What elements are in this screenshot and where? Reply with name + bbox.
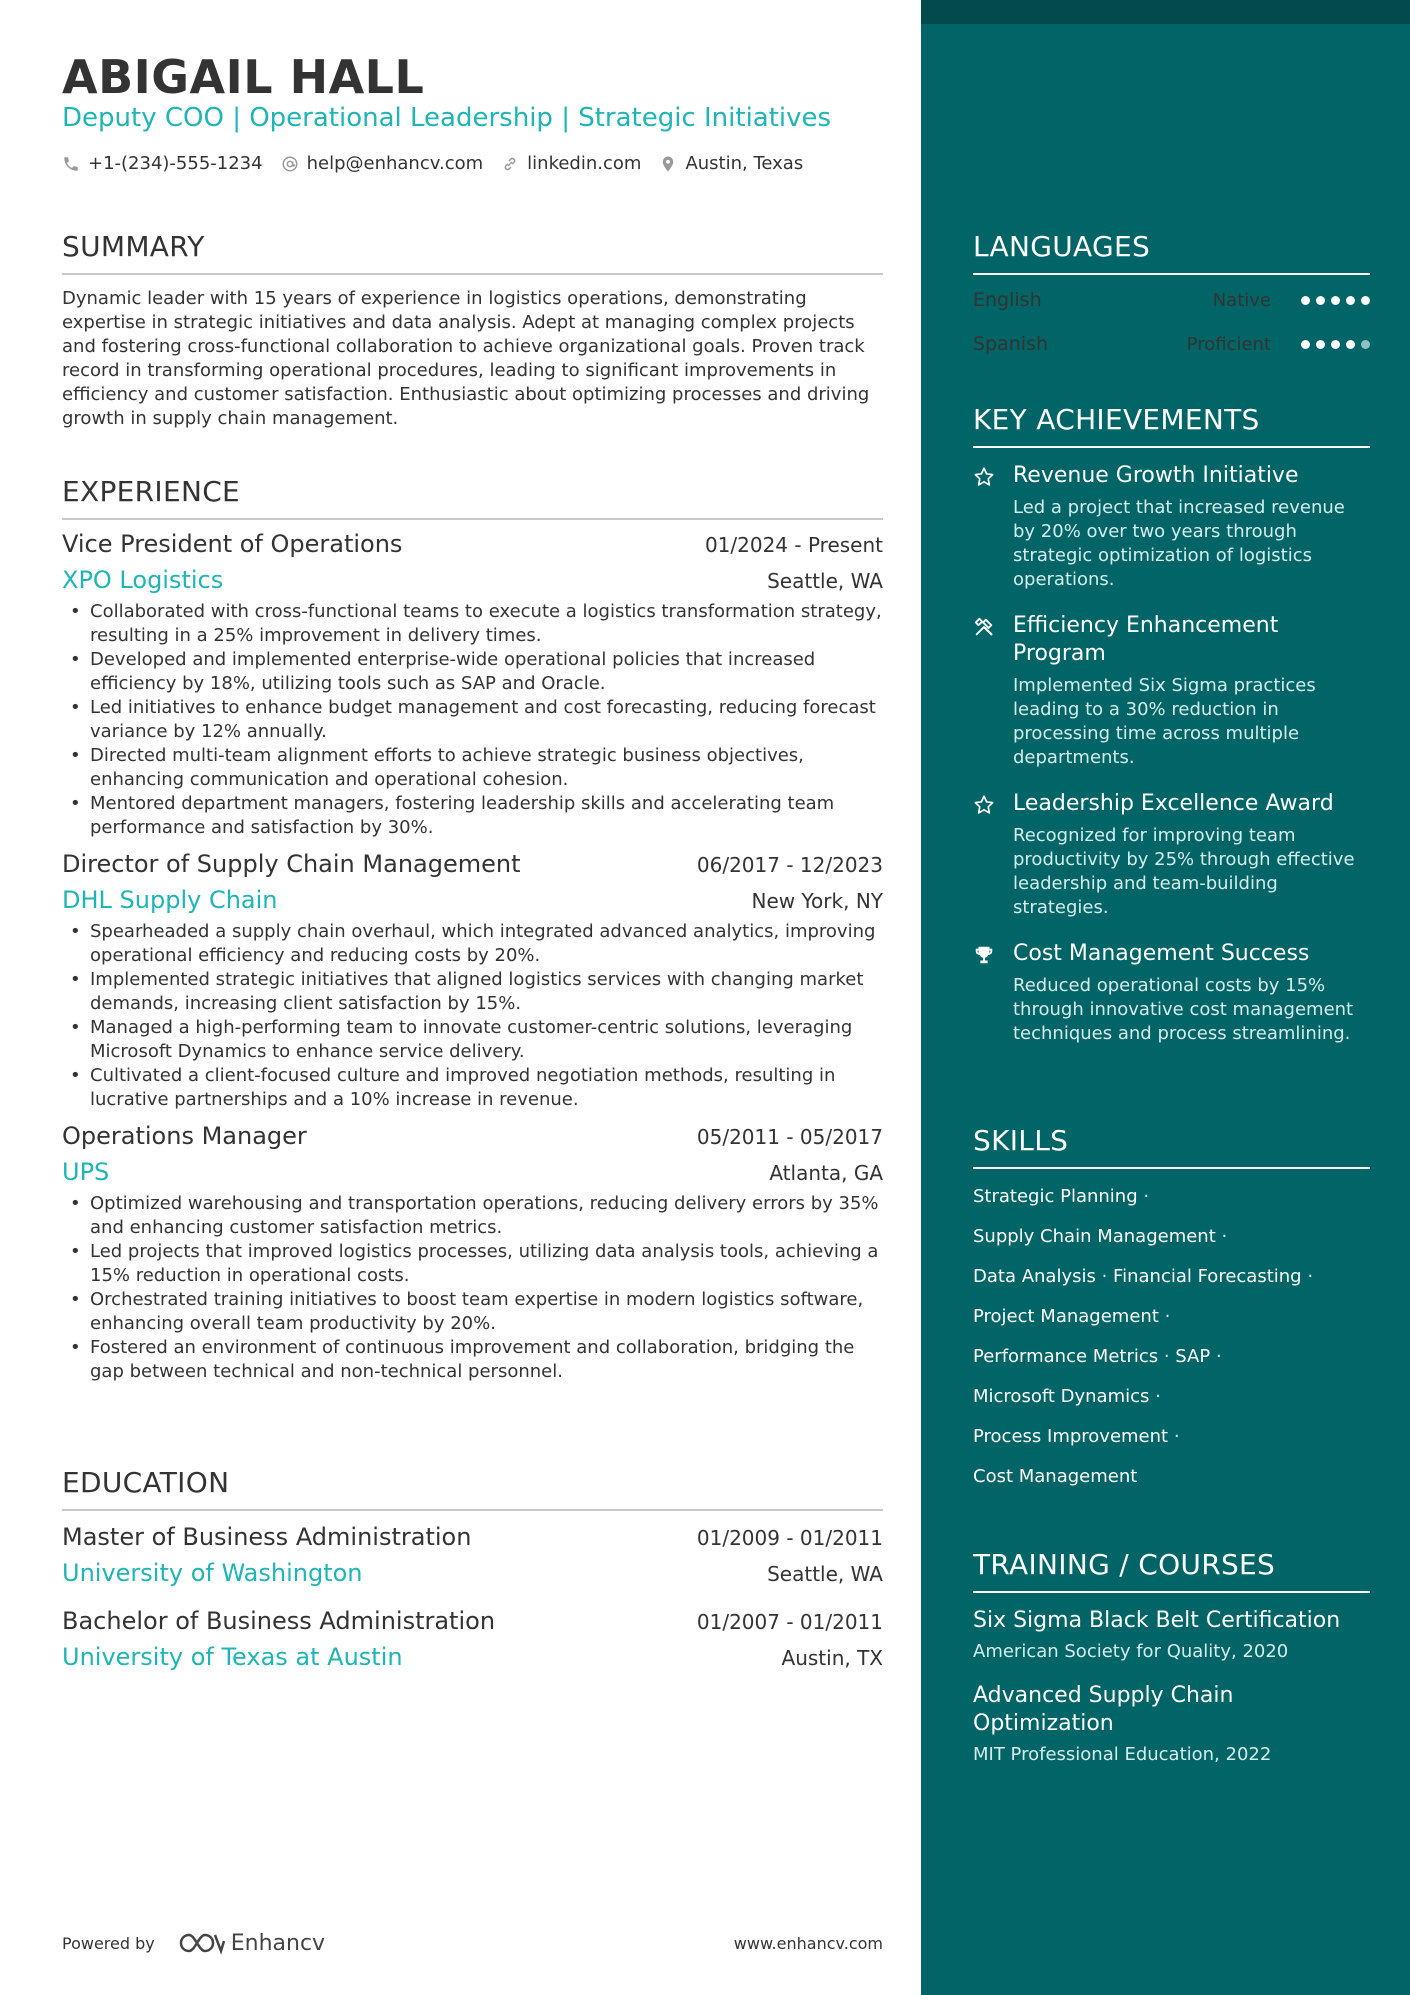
education-dates: 01/2007 - 01/2011 <box>696 1610 883 1634</box>
skill-row <box>973 1265 1370 1289</box>
sidebar-top-bar <box>921 0 1410 24</box>
email-text: help@enhancv.com <box>306 153 484 174</box>
contact-linkedin[interactable] <box>501 153 641 174</box>
skill-item: Strategic Planning <box>973 1186 1138 1207</box>
achievement-title: Revenue Growth Initiative <box>1013 463 1299 488</box>
trophy-icon <box>973 940 1013 1046</box>
job-bullet: • Spearheaded a supply chain overhaul, which integrated advanced analytics, improving operational efficiency and reducing costs by 20%. <box>62 920 883 968</box>
at-icon <box>281 155 299 173</box>
enhancv-logo-icon <box>177 1930 225 1956</box>
skill-item: Process Improvement <box>973 1426 1169 1447</box>
education-section <box>62 1466 883 1671</box>
achievement-desc: Recognized for improving team productivity by 25% through effective leadership and team-building strategies. <box>1013 825 1355 918</box>
language-name: Spanish <box>973 333 1049 355</box>
job-bullet: • Led projects that improved logistics processes, utilizing data analysis tools, achieving a 15% reduction in operational costs. <box>62 1240 883 1288</box>
job-bullet: • Collaborated with cross-functional teams to execute a logistics transformation strategy, resulting in a 25% improvement in delivery times. <box>62 600 883 648</box>
rating-dot <box>1316 340 1325 349</box>
job-title: Director of Supply Chain Management <box>62 850 521 878</box>
job-dates: 05/2011 - 05/2017 <box>696 1125 883 1149</box>
experience-section <box>62 475 883 1384</box>
contact-location <box>659 153 803 174</box>
job-bullet: • Fostered an environment of continuous improvement and collaboration, bridging the gap between technical and non-technical personnel. <box>62 1336 883 1384</box>
achievement-desc: Reduced operational costs by 15% through innovative cost management techniques and process streamlining. <box>1013 975 1354 1044</box>
job-entry <box>62 850 883 1112</box>
skill-item: SAP <box>1175 1346 1211 1367</box>
job-bullet: • Developed and implemented enterprise-wide operational policies that increased efficiency by 18%, utilizing tools such as SAP and Oracle. <box>62 648 883 696</box>
job-bullet: • Orchestrated training initiatives to boost team expertise in modern logistics software, enhancing overall team productivity by 20%. <box>62 1288 883 1336</box>
job-location: Seattle, WA <box>767 569 883 593</box>
star-icon <box>973 462 1013 592</box>
skill-item: Data Analysis <box>973 1266 1096 1287</box>
rating-dot <box>1301 340 1310 349</box>
achievements-title: KEY ACHIEVEMENTS <box>973 403 1370 448</box>
job-company: UPS <box>62 1158 110 1186</box>
job-bullets <box>62 920 883 1112</box>
tools-icon <box>973 612 1013 770</box>
skill-separator: · <box>1158 1346 1176 1367</box>
skill-row <box>973 1305 1370 1329</box>
rating-dot <box>1316 296 1325 305</box>
course-item <box>973 1607 1370 1662</box>
skill-row <box>973 1465 1370 1489</box>
skill-item: Supply Chain Management <box>973 1226 1216 1247</box>
phone-icon <box>62 155 80 173</box>
rating-dot <box>1346 296 1355 305</box>
course-item <box>973 1682 1370 1765</box>
summary-title: SUMMARY <box>62 230 883 275</box>
job-bullet: • Cultivated a client-focused culture and improved negotiation methods, resulting in lucrative partnerships and a 10% increase in revenue. <box>62 1064 883 1112</box>
job-dates: 06/2017 - 12/2023 <box>696 853 883 877</box>
rating-dot <box>1346 340 1355 349</box>
skill-separator: · <box>1137 1186 1150 1207</box>
languages-section <box>973 230 1370 355</box>
skill-row <box>973 1345 1370 1369</box>
brand-logo[interactable] <box>177 1930 325 1956</box>
achievement-item <box>973 940 1370 1046</box>
achievement-title: Cost Management Success <box>1013 941 1310 966</box>
rating-dot <box>1361 340 1370 349</box>
education-entry <box>62 1607 883 1671</box>
linkedin-text: linkedin.com <box>527 153 642 174</box>
job-company: DHL Supply Chain <box>62 886 278 914</box>
website-link[interactable]: www.enhancv.com <box>733 1933 883 1953</box>
course-provider: MIT Professional Education, 2022 <box>973 1744 1272 1765</box>
course-title: Advanced Supply Chain Optimization <box>973 1683 1234 1736</box>
brand-name: Enhancv <box>230 1930 326 1956</box>
achievement-title: Efficiency Enhancement Program <box>1013 613 1279 666</box>
language-item <box>973 289 1370 311</box>
achievement-title: Leadership Excellence Award <box>1013 791 1334 816</box>
achievement-item <box>973 612 1370 770</box>
star-icon <box>973 790 1013 920</box>
achievement-item <box>973 462 1370 592</box>
job-bullet: • Optimized warehousing and transportation operations, reducing delivery errors by 35% and enhancing customer satisfaction metrics. <box>62 1192 883 1240</box>
powered-by <box>62 1930 325 1956</box>
skill-separator: · <box>1210 1346 1222 1367</box>
summary-section <box>62 230 883 431</box>
job-entry <box>62 530 883 840</box>
skill-item: Microsoft Dynamics <box>973 1386 1150 1407</box>
skill-item: Cost Management <box>973 1466 1138 1487</box>
achievement-item <box>973 790 1370 920</box>
school-location: Austin, TX <box>781 1646 883 1670</box>
skill-item: Project Management <box>973 1306 1159 1327</box>
skill-item: Performance Metrics <box>973 1346 1159 1367</box>
skill-separator: · <box>1095 1266 1114 1287</box>
degree: Bachelor of Business Administration <box>62 1607 496 1635</box>
language-rating <box>1301 340 1370 349</box>
job-title: Vice President of Operations <box>62 530 403 558</box>
skill-separator: · <box>1215 1226 1228 1247</box>
job-bullets <box>62 1192 883 1384</box>
rating-dot <box>1331 340 1340 349</box>
course-title: Six Sigma Black Belt Certification <box>973 1608 1341 1633</box>
job-bullet: • Implemented strategic initiatives that aligned logistics services with changing market demands, increasing client satisfaction by 15%. <box>62 968 883 1016</box>
job-location: New York, NY <box>751 889 883 913</box>
skill-separator: · <box>1168 1426 1180 1447</box>
phone-text: +1-(234)-555-1234 <box>88 153 263 174</box>
education-title: EDUCATION <box>62 1466 883 1511</box>
education-entry <box>62 1523 883 1587</box>
location-text: Austin, Texas <box>685 153 804 174</box>
job-title: Operations Manager <box>62 1122 307 1150</box>
language-level: Proficient <box>1186 333 1271 355</box>
candidate-name: ABIGAIL HALL <box>62 50 425 104</box>
skills-list <box>973 1185 1370 1489</box>
school: University of Washington <box>62 1559 363 1587</box>
skill-row <box>973 1225 1370 1249</box>
skill-row <box>973 1185 1370 1209</box>
rating-dot <box>1361 296 1370 305</box>
experience-title: EXPERIENCE <box>62 475 883 520</box>
skills-title: SKILLS <box>973 1124 1370 1169</box>
job-bullet: • Directed multi-team alignment efforts to achieve strategic business objectives, enhancing communication and operational cohesion. <box>62 744 883 792</box>
skill-separator: · <box>1158 1306 1171 1327</box>
education-dates: 01/2009 - 01/2011 <box>696 1526 883 1550</box>
job-entry <box>62 1122 883 1384</box>
language-level: Native <box>1212 289 1271 311</box>
job-bullet: • Managed a high-performing team to innovate customer-centric solutions, leveraging Microsoft Dynamics to enhance service delivery. <box>62 1016 883 1064</box>
contact-info <box>62 153 803 174</box>
job-dates: 01/2024 - Present <box>704 533 883 557</box>
language-item <box>973 333 1370 355</box>
training-section <box>973 1548 1370 1765</box>
candidate-headline: Deputy COO | Operational Leadership | Strategic Initiatives <box>62 103 832 133</box>
skill-separator: · <box>1149 1386 1161 1407</box>
degree: Master of Business Administration <box>62 1523 472 1551</box>
skills-section <box>973 1124 1370 1489</box>
skill-row <box>973 1385 1370 1409</box>
job-bullets <box>62 600 883 840</box>
course-provider: American Society for Quality, 2020 <box>973 1641 1289 1662</box>
job-bullet: • Led initiatives to enhance budget management and cost forecasting, reducing forecast variance by 12% annually. <box>62 696 883 744</box>
skill-row <box>973 1425 1370 1449</box>
contact-email[interactable] <box>281 153 484 174</box>
achievement-desc: Implemented Six Sigma practices leading to a 30% reduction in processing time across multiple departments. <box>1013 675 1316 768</box>
school: University of Texas at Austin <box>62 1643 403 1671</box>
language-name: English <box>973 289 1042 311</box>
languages-title: LANGUAGES <box>973 230 1370 275</box>
school-location: Seattle, WA <box>767 1562 883 1586</box>
link-icon <box>501 155 519 173</box>
skill-item: Financial Forecasting <box>1113 1266 1302 1287</box>
rating-dot <box>1301 296 1310 305</box>
achievements-section <box>973 403 1370 1046</box>
contact-phone[interactable] <box>62 153 263 174</box>
language-rating <box>1301 296 1370 305</box>
summary-text: Dynamic leader with 15 years of experience in logistics operations, demonstrating expertise in strategic initiatives and data analysis. Adept at managing complex projects and fostering cross-functional collaboration to achieve organizational goals. Proven track record in transforming operational procedures, leading to significant improvements in efficiency and customer satisfaction. Enthusiastic about optimizing processes and driving growth in supply chain management. <box>62 288 870 429</box>
achievement-desc: Led a project that increased revenue by 20% over two years through strategic optimization of logistics operations. <box>1013 497 1345 590</box>
rating-dot <box>1331 296 1340 305</box>
powered-by-label: Powered by <box>62 1933 155 1953</box>
footer <box>62 1930 883 1956</box>
skill-separator: · <box>1301 1266 1314 1287</box>
job-company: XPO Logistics <box>62 566 224 594</box>
training-title: TRAINING / COURSES <box>973 1548 1370 1593</box>
location-icon <box>659 155 677 173</box>
job-location: Atlanta, GA <box>769 1161 883 1185</box>
job-bullet: • Mentored department managers, fostering leadership skills and accelerating team performance and satisfaction by 30%. <box>62 792 883 840</box>
